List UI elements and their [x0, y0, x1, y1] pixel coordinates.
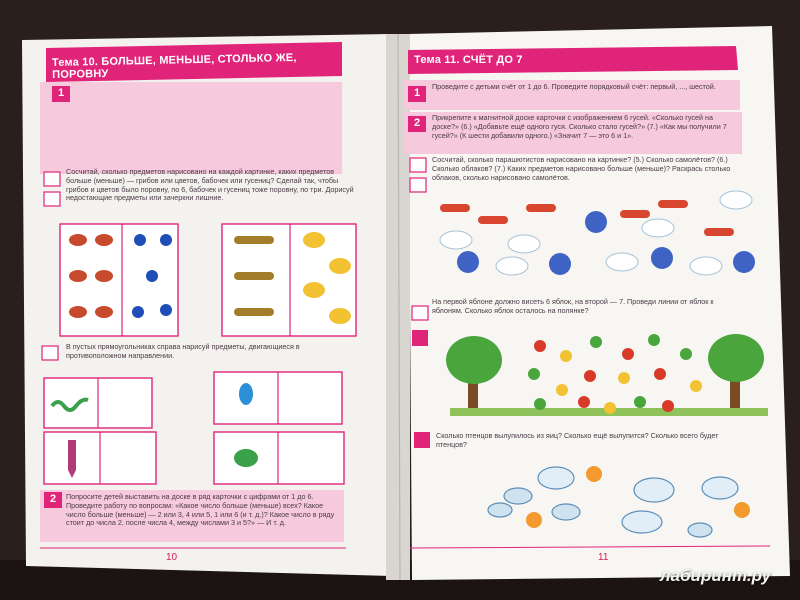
left-exercise-1-text: Сосчитай, сколько предметов нарисовано на каждой картинке, каких предметов больше (меньше) — грибов или цветов, бабочек или гусениц? Сделай так, чтобы грибов и цветов было поровну, по 6, бабочек и гусениц тоже поровну, по три. Дорисуй недостающие предметы или зачеркни лишние.	[66, 167, 354, 203]
count-icon	[410, 158, 426, 172]
cloud	[642, 219, 674, 237]
chick	[734, 502, 750, 518]
apple	[680, 348, 692, 360]
apple	[634, 396, 646, 408]
egg	[634, 478, 674, 502]
apple	[622, 348, 634, 360]
apple	[648, 334, 660, 346]
watermark: лабиринт.ру	[660, 566, 771, 585]
balloon-drawing	[239, 383, 253, 405]
flower	[134, 234, 146, 246]
butterfly	[303, 282, 325, 298]
butterfly	[303, 232, 325, 248]
pencil-icon	[42, 346, 58, 360]
right-task-1-text: Проведите с детьми счёт от 1 до 6. Проведите порядковый счёт: первый, ..., шестой.	[432, 82, 716, 91]
apple	[578, 396, 590, 408]
mushroom	[95, 270, 113, 282]
flower	[146, 270, 158, 282]
tree-crown	[708, 334, 764, 382]
egg-shell	[488, 503, 512, 517]
egg-shell	[504, 488, 532, 504]
right-task1-number: 1	[413, 87, 421, 99]
egg	[622, 511, 662, 533]
apple	[534, 340, 546, 352]
caterpillar	[234, 272, 274, 280]
right-exercise-1-text: Сосчитай, сколько парашютистов нарисовано на картинке? (5.) Сколько самолётов? (6.) Сколько облаков? (7.) Каких предметов нарисовано больше (меньше)? Раскрась столько облаков, сколько нарисовано самолётов.	[432, 155, 731, 182]
butterfly	[329, 308, 351, 324]
apple	[584, 370, 596, 382]
apple	[690, 380, 702, 392]
right-task-2-text: Прикрепите к магнитной доске карточки с изображением 6 гусей. «Сколько гусей на доске?» (6.) «Добавьте ещё одного гуся. Сколько стало гусей?» (7.) «Как мы получили 7 гусей?» (К шести добавили одного.) «Значит 7 — это 6 и 1».	[432, 113, 727, 140]
flower	[160, 234, 172, 246]
butterfly	[329, 258, 351, 274]
apple	[528, 368, 540, 380]
left-instruction-box-1	[40, 82, 342, 174]
flower	[160, 304, 172, 316]
right-task2-number: 2	[413, 117, 421, 129]
apple	[556, 384, 568, 396]
left-page-header: Тема 10. БОЛЬШЕ, МЕНЬШЕ, СТОЛЬКО ЖЕ, ПОРОВНУ	[51, 51, 297, 82]
plane	[440, 204, 470, 212]
right-exercise-2-text: На первой яблоне должно висеть 6 яблок, на второй — 7. Проведи линии от яблок к яблоням. Сколько яблок осталось на полянке?	[432, 297, 714, 315]
caterpillar	[234, 308, 274, 316]
left-page-number: 10	[166, 552, 178, 563]
caterpillar	[234, 236, 274, 244]
mushroom	[69, 234, 87, 246]
apple	[534, 398, 546, 410]
parachute	[549, 253, 571, 275]
cloud	[496, 257, 528, 275]
parachute	[733, 251, 755, 273]
left-task-2-text: Попросите детей выставить на доске в ряд карточки с цифрами от 1 до 6. Проведите работу по вопросам: «Какое число больше (меньше) всех? Какое число больше (меньше) — 2 или 3, 4 или 5, 1 или 6 (и т. д.)? Какое число в ряду стоит до числа 2, после числа 4, между числами 3 и 5?» — И т. д.	[66, 492, 335, 528]
plane	[704, 228, 734, 236]
pencil-icon	[412, 306, 428, 320]
cloud	[690, 257, 722, 275]
apple	[662, 400, 674, 412]
plane	[658, 200, 688, 208]
mushroom	[95, 306, 113, 318]
tree-crown	[446, 336, 502, 384]
left-task1-number: 1	[57, 87, 65, 99]
left-exercise-2-text: В пустых прямоугольниках справа нарисуй предметы, двигающиеся в противоположном направлении.	[66, 342, 300, 360]
cloud	[508, 235, 540, 253]
right-page-number: 11	[598, 552, 609, 563]
left-task2-number: 2	[49, 493, 57, 505]
cloud	[720, 191, 752, 209]
rocket-drawing	[68, 440, 76, 478]
right-exercise-3-text: Сколько птенцов вылупилось из яиц? Сколько ещё вылупится? Сколько всего будет птенцов?	[436, 431, 719, 449]
mushroom	[69, 306, 87, 318]
egg-shell	[552, 504, 580, 520]
plane	[526, 204, 556, 212]
question-badge	[412, 330, 428, 346]
cloud	[606, 253, 638, 271]
apple	[618, 372, 630, 384]
pencil-icon	[410, 178, 426, 192]
apple	[604, 402, 616, 414]
cloud	[440, 231, 472, 249]
plane	[620, 210, 650, 218]
plane	[478, 216, 508, 224]
beetle-drawing	[234, 449, 258, 467]
egg	[702, 477, 738, 499]
question-badge	[414, 432, 430, 448]
beetle-box	[214, 432, 344, 484]
right-page-header: Тема 11. СЧЁТ ДО 7	[414, 54, 523, 66]
parachute	[585, 211, 607, 233]
chick	[586, 466, 602, 482]
apple	[590, 336, 602, 348]
parachute	[651, 247, 673, 269]
flower	[132, 306, 144, 318]
parachute	[457, 251, 479, 273]
apple	[654, 368, 666, 380]
egg	[538, 467, 574, 489]
mushroom	[95, 234, 113, 246]
egg-shell	[688, 523, 712, 537]
chick	[526, 512, 542, 528]
mushroom	[69, 270, 87, 282]
apple	[560, 350, 572, 362]
pencil-icon	[44, 192, 60, 206]
count-icon	[44, 172, 60, 186]
